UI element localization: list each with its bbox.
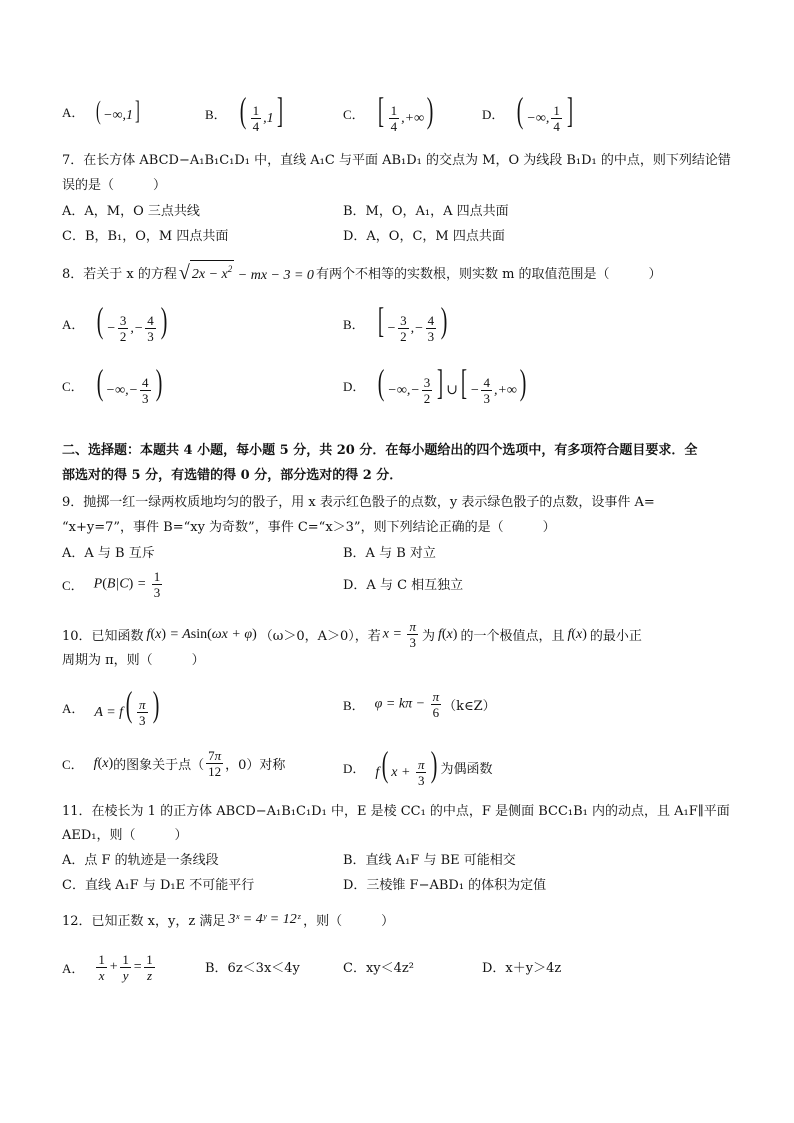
q11-stem-line1: 11．在棱长为 1 的正方体 ABCD−A₁B₁C₁D₁ 中，E 是棱 CC₁ 的中点，F 是侧面 BCC₁B₁ 内的动点，且 A₁F∥平面 [62, 804, 730, 819]
q9-stem-line1: 9．抛掷一红一绿两枚质地均匀的骰子，用 x 表示红色骰子的点数，y 表示绿色骰子的点数，设事件 A= [62, 495, 655, 510]
q12-option-b[interactable]: B．6z＜3x＜4y [205, 961, 300, 976]
q8-equation: √ $2x - x^2$ − mx − 3 = 0 [178, 262, 314, 284]
q10-stem-line2: 周期为 π，则（ ） [62, 653, 205, 668]
q11-stem-line2: AED₁，则（ ） [62, 828, 188, 843]
q9-option-d[interactable]: D．A 与 C 相互独立 [343, 578, 464, 593]
q11-option-c[interactable]: C．直线 A₁F 与 D₁E 不可能平行 [62, 878, 255, 893]
q11-option-b[interactable]: B．直线 A₁F 与 BE 可能相交 [343, 853, 516, 868]
q8-option-d[interactable]: D． ( −∞,− $\frac{3}{2}$ ] ∪[ − $\frac{4}{3}$ ,+∞) [343, 362, 527, 407]
section2-heading-line2: 部选对的得 5 分，有选错的得 0 分，部分选对的得 2 分． [62, 468, 403, 483]
q7-option-c[interactable]: C．B，B₁，O，M 四点共面 [62, 229, 229, 244]
q10-option-d[interactable]: D． f( x + $\frac{\pi}{3}$ ) 为偶函数 [343, 744, 493, 789]
q12-option-d[interactable]: D．x＋y＞4z [482, 961, 562, 976]
q9-option-a[interactable]: A．A 与 B 互斥 [62, 546, 155, 561]
q8-stem: 8．若关于 x 的方程 √ $2x - x^2$ − mx − 3 = 0 有两个不相等的实数根，则实数 m 的取值范围是（ ） [62, 262, 662, 284]
section2-heading-line1: 二、选择题：本题共 4 小题，每小题 5 分，共 20 分．在每小题给出的四个选项中，有多项符合题目要求．全 [62, 443, 698, 458]
q11-option-d[interactable]: D．三棱锥 F−ABD₁ 的体积为定值 [343, 878, 547, 893]
q10-stem-line1: 10．已知函数 f(x) = Asin(ωx + φ) （ω＞0，A＞0），若 x = $\frac{\pi}{3}$ 为 f(x) 的一个极值点，且 f(x) 的最小正 [62, 619, 642, 650]
q12-option-a[interactable]: A． $\frac{1}{x}$ + $\frac{1}{y}$ = $\frac{1}{z}$ [62, 952, 153, 983]
q7-stem-line1: 7．在长方体 ABCD−A₁B₁C₁D₁ 中，直线 A₁C 与平面 AB₁D₁ 的交点为 M，O 为线段 B₁D₁ 的中点，则下列结论错 [62, 153, 731, 168]
q8-option-c[interactable]: C． ( −∞,− $\frac{4}{3}$ ) [62, 362, 162, 407]
q7-option-d[interactable]: D．A，O，C，M 四点共面 [343, 229, 505, 244]
q7-option-a[interactable]: A．A，M，O 三点共线 [62, 204, 200, 219]
q8-option-b[interactable]: B． [ − $\frac{3}{2}$ ,− $\frac{4}{3}$ ) [343, 300, 448, 345]
q12-equation: 3ˣ = 4ʸ = 12ᶻ [228, 911, 301, 927]
q12-stem: 12．已知正数 x，y，z 满足 3ˣ = 4ʸ = 12ᶻ ，则（ ） [62, 911, 395, 929]
q9-option-b[interactable]: B．A 与 B 对立 [343, 546, 436, 561]
q12-option-c[interactable]: C．xy＜4z² [343, 961, 414, 976]
q7-stem-line2: 误的是（ ） [62, 178, 167, 193]
q7-option-b[interactable]: B．M，O，A₁，A 四点共面 [343, 204, 509, 219]
q9-stem-line2: “x+y=7”，事件 B=“xy 为奇数”，事件 C=“x＞3”，则下列结论正确的是（ ） [62, 520, 556, 535]
q10-option-b[interactable]: B． φ = kπ − $\frac{\pi}{6}$ （k∈Z） [343, 689, 496, 720]
q6-option-d[interactable]: D． ( −∞, $\frac{1}{4}$ ] [482, 90, 573, 135]
q9-option-c[interactable]: C． P(B|C) = $\frac{1}{3}$ [62, 569, 161, 600]
q10-option-a[interactable]: A． A = f( $\frac{\pi}{3}$ ) [62, 684, 159, 729]
q6-option-a[interactable]: A． ( −∞,1] [62, 96, 140, 125]
q8-option-a[interactable]: A． ( − $\frac{3}{2}$ ,− $\frac{4}{3}$ ) [62, 300, 168, 345]
q10-option-c[interactable]: C． f(x) 的图象关于点（ $\frac{7\pi}{12}$ ，0）对称 [62, 748, 286, 779]
q11-option-a[interactable]: A．点 F 的轨迹是一条线段 [62, 853, 219, 868]
q6-option-b[interactable]: B． ( $\frac{1}{4}$ ,1] [205, 90, 283, 135]
q6-option-c[interactable]: C． [ $\frac{1}{4}$ ,+∞) [343, 90, 434, 135]
